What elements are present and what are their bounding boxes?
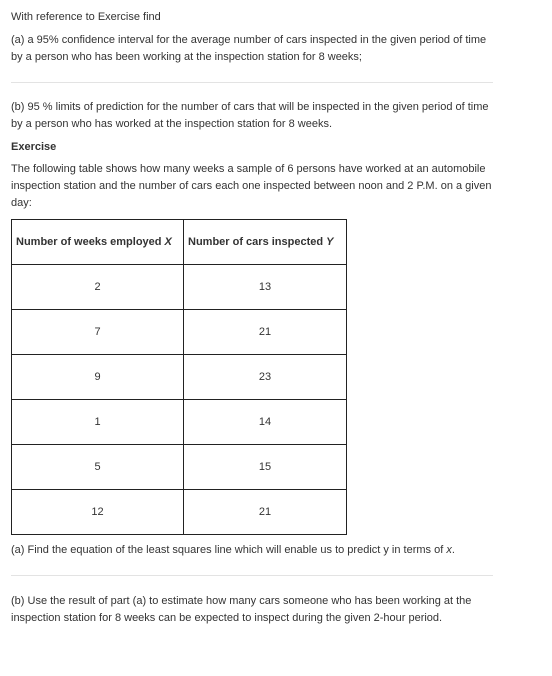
cell-weeks: 2 bbox=[12, 265, 184, 310]
table-row bbox=[12, 490, 347, 535]
var-x-inline: x bbox=[446, 544, 452, 556]
exercise-title: Exercise bbox=[11, 141, 57, 153]
table-header-row bbox=[12, 220, 347, 265]
cell-cars: 21 bbox=[184, 490, 347, 535]
question-a-text: (a) Find the equation of the least squares line which will enable us to predict y in terms of x. bbox=[11, 544, 455, 556]
table-row bbox=[12, 265, 347, 310]
table-row bbox=[12, 355, 347, 400]
divider bbox=[11, 82, 493, 83]
table-row bbox=[12, 310, 347, 355]
part-a-text: (a) a 95% confidence interval for the average number of cars inspected in the given period of time by a person who has been working at the inspection station for 8 weeks; bbox=[11, 34, 487, 63]
cell-cars: 13 bbox=[184, 265, 347, 310]
cell-weeks: 1 bbox=[12, 400, 184, 445]
cell-weeks: 5 bbox=[12, 445, 184, 490]
question-b-text: (b) Use the result of part (a) to estimate how many cars someone who has been working at the inspection station for 8 weeks can be expected to inspect during the given 2-hour period. bbox=[11, 595, 472, 624]
cell-cars: 14 bbox=[184, 400, 347, 445]
intro-text: With reference to Exercise find bbox=[11, 11, 161, 23]
var-y: Y bbox=[326, 236, 334, 248]
header-cars: Number of cars inspected Y bbox=[184, 220, 347, 265]
cell-weeks: 12 bbox=[12, 490, 184, 535]
part-b-text: (b) 95 % limits of prediction for the number of cars that will be inspected in the given period of time by a person who has worked at the inspection station for 8 weeks. bbox=[11, 101, 489, 130]
cell-cars: 23 bbox=[184, 355, 347, 400]
cell-weeks: 9 bbox=[12, 355, 184, 400]
var-x: X bbox=[164, 236, 172, 248]
header-weeks: Number of weeks employed X bbox=[12, 220, 184, 265]
data-table bbox=[11, 219, 347, 535]
cell-weeks: 7 bbox=[12, 310, 184, 355]
cell-cars: 21 bbox=[184, 310, 347, 355]
table-row bbox=[12, 445, 347, 490]
exercise-text: The following table shows how many weeks a sample of 6 persons have worked at an automobile inspection station and the number of cars each one inspected between noon and 2 P.M. on a given day: bbox=[11, 163, 492, 209]
table-row bbox=[12, 400, 347, 445]
divider bbox=[11, 575, 493, 576]
cell-cars: 15 bbox=[184, 445, 347, 490]
